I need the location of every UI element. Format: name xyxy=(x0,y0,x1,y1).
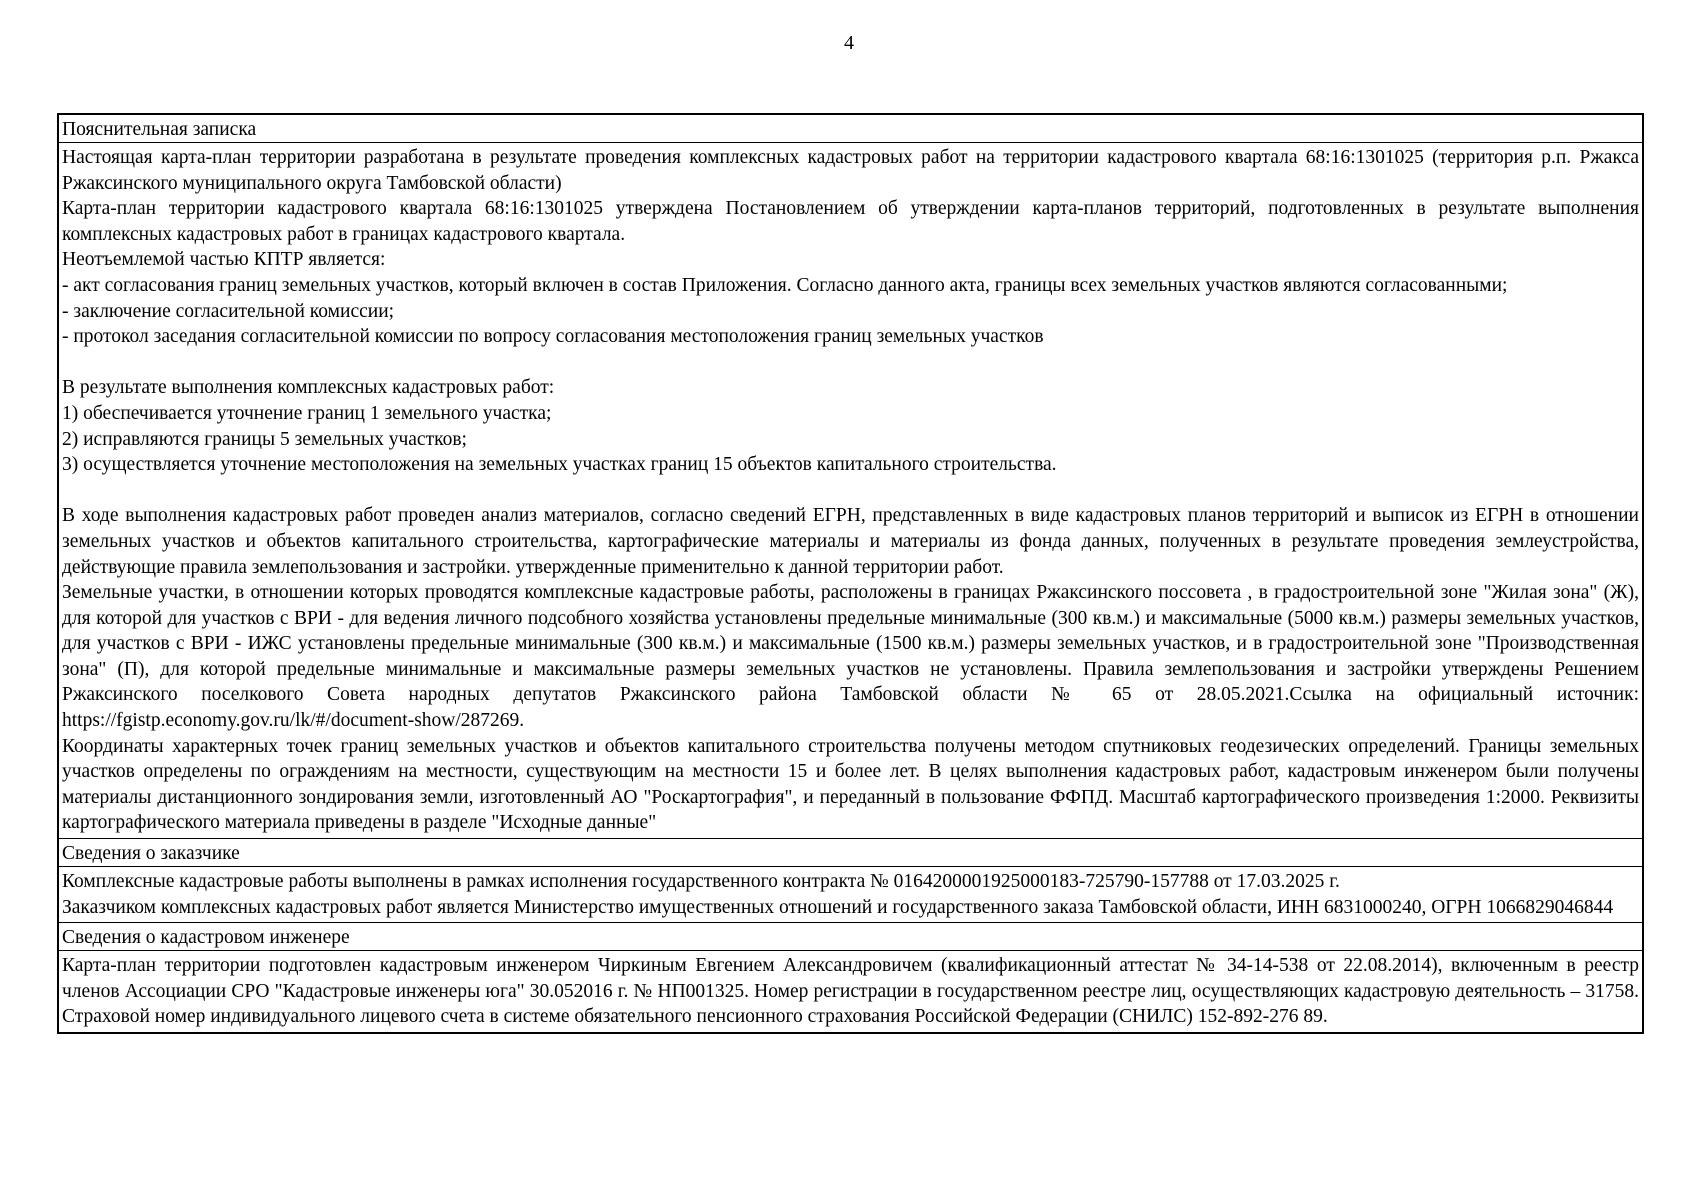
explanatory-note-header: Пояснительная записка xyxy=(59,115,1642,143)
document-table xyxy=(57,113,1644,1034)
page-number: 4 xyxy=(844,32,854,54)
paragraph: 2) исправляются границы 5 земельных участков; xyxy=(62,428,467,450)
paragraph: Земельные участки, в отношении которых проводятся комплексные кадастровые работы, расположены в границах Ржаксинского поссовета , в градостроительной зоне "Жилая зона" (Ж), для которой для участков с ВРИ - для ведения личного подсобного хозяйства установлены предельные минимальные (300 кв.м.) и максимальные (5000 кв.м.) размеры земельных участков, для участков с ВРИ - ИЖС установлены предельные минимальные (300 кв.м.) и максимальные (1500 кв.м.) размеры земельных участков, и в градостроительной зоне "Производственная зона" (П), для которой предельные минимальные и максимальные размеры земельных участков не установлены. Правила землепользования и застройки утверждены Решением Ржаксинского поселкового Совета народных депутатов Ржаксинского района Тамбовской области № 65 от 28.05.2021.Ссылка на официальный источник: https://fgistp.economy.gov.ru/lk/#/document-show/287269. xyxy=(62,582,1639,732)
paragraph: Заказчиком комплексных кадастровых работ является Министерство имущественных отношений и государственного заказа Тамбовской области, ИНН 6831000240, ОГРН 1066829046844 xyxy=(62,896,1614,918)
paragraph: Карта-план территории кадастрового квартала 68:16:1301025 утверждена Постановлением об утверждении карта-планов территорий, подготовленных в результате выполнения комплексных кадастровых работ в границах кадастрового квартала. xyxy=(62,198,1639,245)
paragraph: - протокол заседания согласительной комиссии по вопросу согласования местоположения границ земельных участков xyxy=(62,326,1044,348)
paragraph: Координаты характерных точек границ земельных участков и объектов капитального строительства получены методом спутниковых геодезических определений. Границы земельных участков определены по ограждениям на местности, существующим на местности 15 и более лет. В целях выполнения кадастровых работ, кадастровым инженером были получены материалы дистанционного зондирования земли, изготовленный АО "Роскартография", и переданный в пользование ФФПД. Масштаб картографического произведения 1:2000. Реквизиты картографического материала приведены в разделе "Исходные данные" xyxy=(62,735,1639,834)
engineer-info-body xyxy=(59,951,1642,1032)
customer-info-header: Сведения о заказчике xyxy=(59,839,1642,867)
paragraph: Карта-план территории подготовлен кадастровым инженером Чиркиным Евгением Александровичем (квалификационный аттестат № 34-14-538 от 22.08.2014), включенным в реестр членов Ассоциации СРО "Кадастровые инженеры юга" 30.052016 г. № НП001325. Номер регистрации в государственном реестре лиц, осуществляющих кадастровую деятельность – 31758. Страховой номер индивидуального лицевого счета в системе обязательного пенсионного страхования Российской Федерации (СНИЛС) 152-892-276 89. xyxy=(62,955,1639,1028)
explanatory-note-body xyxy=(59,143,1642,839)
paragraph: Неотъемлемой частью КПТР является: xyxy=(62,249,386,271)
customer-info-body xyxy=(59,867,1642,923)
paragraph: - заключение согласительной комиссии; xyxy=(62,300,395,322)
paragraph: - акт согласования границ земельных участков, который включен в состав Приложения. Согласно данного акта, границы всех земельных участков являются согласованными; xyxy=(62,274,1508,296)
blank-line xyxy=(62,350,1639,376)
paragraph: Настоящая карта-план территории разработана в результате проведения комплексных кадастровых работ на территории кадастрового квартала 68:16:1301025 (территория р.п. Ржакса Ржаксинского муниципального округа Тамбовской области) xyxy=(62,147,1639,194)
paragraph: 1) обеспечивается уточнение границ 1 земельного участка; xyxy=(62,402,552,424)
paragraph: Комплексные кадастровые работы выполнены в рамках исполнения государственного контракта № 0164200001925000183-725790-157788 от 17.03.2025 г. xyxy=(62,871,1340,893)
paragraph: В результате выполнения комплексных кадастровых работ: xyxy=(62,377,555,399)
blank-line xyxy=(62,478,1639,504)
engineer-info-header: Сведения о кадастровом инженере xyxy=(59,923,1642,951)
paragraph: В ходе выполнения кадастровых работ проведен анализ материалов, согласно сведений ЕГРН, представленных в виде кадастровых планов территорий и выписок из ЕГРН в отношении земельных участков и объектов капитального строительства, картографические материалы и материалы из фонда данных, полученных в результате проведения землеустройства, действующие правила землепользования и застройки. утвержденные применительно к данной территории работ. xyxy=(62,505,1639,578)
paragraph: 3) осуществляется уточнение местоположения на земельных участках границ 15 объектов капитального строительства. xyxy=(62,454,1057,476)
